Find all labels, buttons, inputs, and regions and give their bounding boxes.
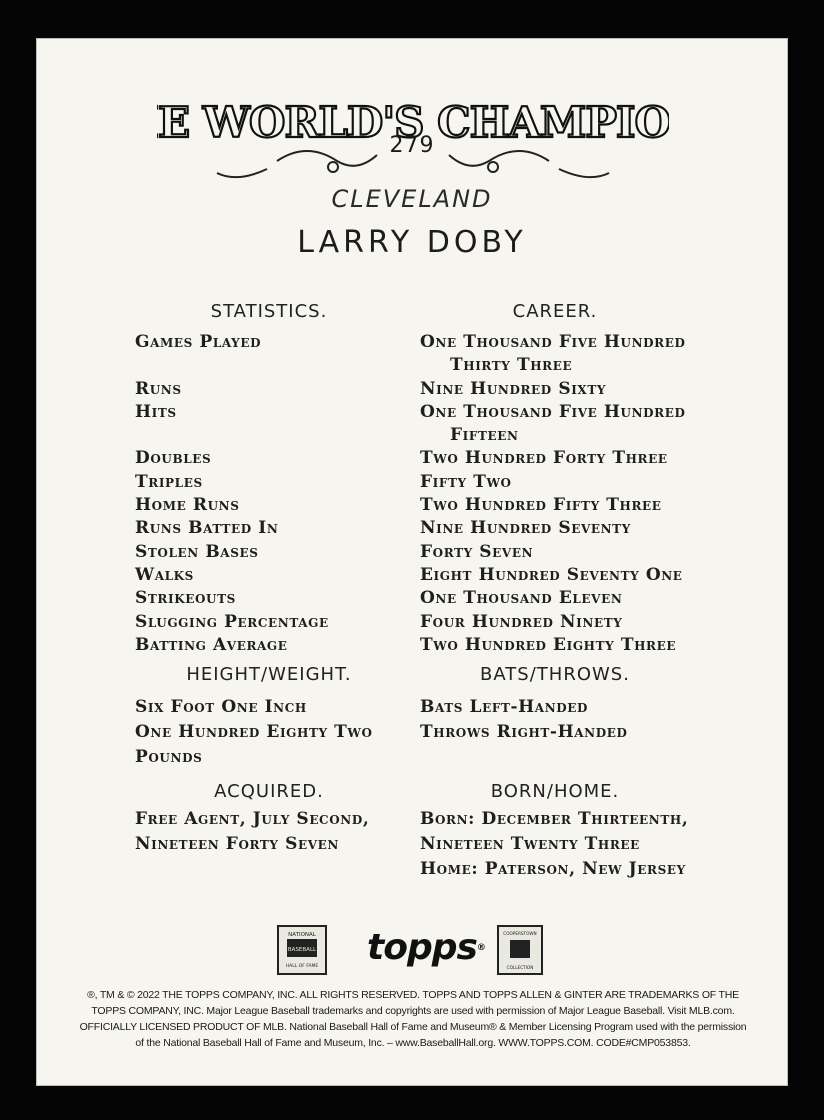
bats-throws-heading: BATS/THROWS. [480, 664, 630, 685]
stat-label: Home Runs [135, 495, 240, 516]
bats: Bats Left-Handed [420, 697, 589, 717]
acquired-line: Free Agent, July Second, [135, 809, 370, 829]
weight: One Hundred Eighty Two [135, 722, 373, 742]
stat-value: Forty Seven [420, 541, 534, 562]
born-home-block [420, 807, 740, 882]
stat-label: Walks [135, 564, 194, 585]
stat-value: Two Hundred Fifty Three [420, 495, 662, 516]
stat-label: Stolen Bases [135, 541, 259, 562]
legal-text [57, 987, 769, 1051]
hof-mid-text: BASEBALL [287, 947, 317, 953]
registered-icon: ® [476, 943, 485, 953]
stat-value: Nine Hundred Seventy [420, 518, 631, 539]
stat-value: Four Hundred Ninety [420, 611, 623, 632]
stat-label: Games Played [135, 332, 262, 352]
stat-value: Fifty Two [420, 471, 512, 492]
cooperstown-collection-logo-icon [497, 925, 543, 975]
acquired-line: Nineteen Forty Seven [135, 834, 339, 854]
hall-of-fame-logo-icon [277, 925, 327, 975]
home-line: Home: Paterson, New Jersey [420, 859, 686, 879]
legal-line: OFFICIALLY LICENSED PRODUCT OF MLB. National Baseball Hall of Fame and Museum® & Member Licensing Program used with the permission [79, 1021, 747, 1033]
card-number: 279 [389, 133, 435, 158]
stat-value: One Thousand Eleven [420, 588, 623, 609]
stat-value: Eight Hundred Seventy One [420, 564, 683, 585]
stat-label: Slugging Percentage [135, 611, 329, 632]
player-name: LARRY DOBY [297, 225, 527, 260]
stat-label: Strikeouts [135, 588, 236, 609]
throws: Throws Right-Handed [420, 722, 628, 742]
logo-row [277, 921, 557, 979]
hof-bottom-text: HALL OF FAME [285, 964, 319, 969]
stat-value: One Thousand Five Hundred [420, 332, 686, 352]
coop-top-text: COOPERSTOWN [503, 931, 537, 936]
height-weight-block [135, 695, 405, 770]
career-heading: CAREER. [512, 301, 598, 322]
hof-top-text: NATIONAL [288, 932, 316, 938]
born-line: Nineteen Twenty Three [420, 834, 640, 854]
stat-label: Runs [135, 378, 182, 399]
height: Six Foot One Inch [135, 697, 307, 717]
coop-bottom-text: COLLECTION [506, 965, 534, 970]
stat-labels [135, 331, 405, 657]
stat-value: One Thousand Five Hundred [420, 401, 686, 422]
banner-title: E WORLD'S CHAMPIO [158, 98, 669, 147]
legal-line: of the National Baseball Hall of Fame and Museum, Inc. – www.BaseballHall.org. WWW.TOPPS.COM. CODE#CMP053853. [135, 1037, 691, 1049]
stat-label: Doubles [135, 448, 212, 469]
stat-label: Runs Batted In [135, 518, 279, 539]
acquired-heading: ACQUIRED. [214, 781, 324, 802]
stat-value-cont: Fifteen [450, 425, 519, 446]
stat-value: Two Hundred Eighty Three [420, 634, 677, 655]
topps-wordmark: topps [367, 927, 477, 968]
born-line: Born: December Thirteenth, [420, 809, 689, 829]
height-weight-heading: HEIGHT/WEIGHT. [186, 664, 352, 685]
stat-label: Batting Average [135, 634, 288, 655]
acquired-block [135, 807, 405, 857]
stat-value-cont: Thirty Three [450, 355, 573, 376]
stat-label: Triples [135, 471, 203, 492]
topps-logo [367, 927, 485, 969]
born-home-heading: BORN/HOME. [490, 781, 620, 802]
career-values [420, 331, 740, 657]
stat-value: Nine Hundred Sixty [420, 378, 607, 399]
card-back [36, 38, 788, 1086]
legal-line: TOPPS COMPANY, INC. Major League Baseball trademarks and copyrights are used with permission of Major League Baseball. Visit MLB.com. [91, 1005, 735, 1017]
stat-value: Two Hundred Forty Three [420, 448, 668, 469]
stat-label: Hits [135, 401, 177, 422]
legal-line: ®, TM & © 2022 THE TOPPS COMPANY, INC. ALL RIGHTS RESERVED. TOPPS AND TOPPS ALLEN & GINTER ARE TRADEMARKS OF THE [87, 989, 739, 1001]
weight-unit: Pounds [135, 747, 203, 767]
team-name: CLEVELAND [331, 185, 493, 213]
bats-throws-block [420, 695, 740, 745]
statistics-heading: STATISTICS. [210, 301, 328, 322]
